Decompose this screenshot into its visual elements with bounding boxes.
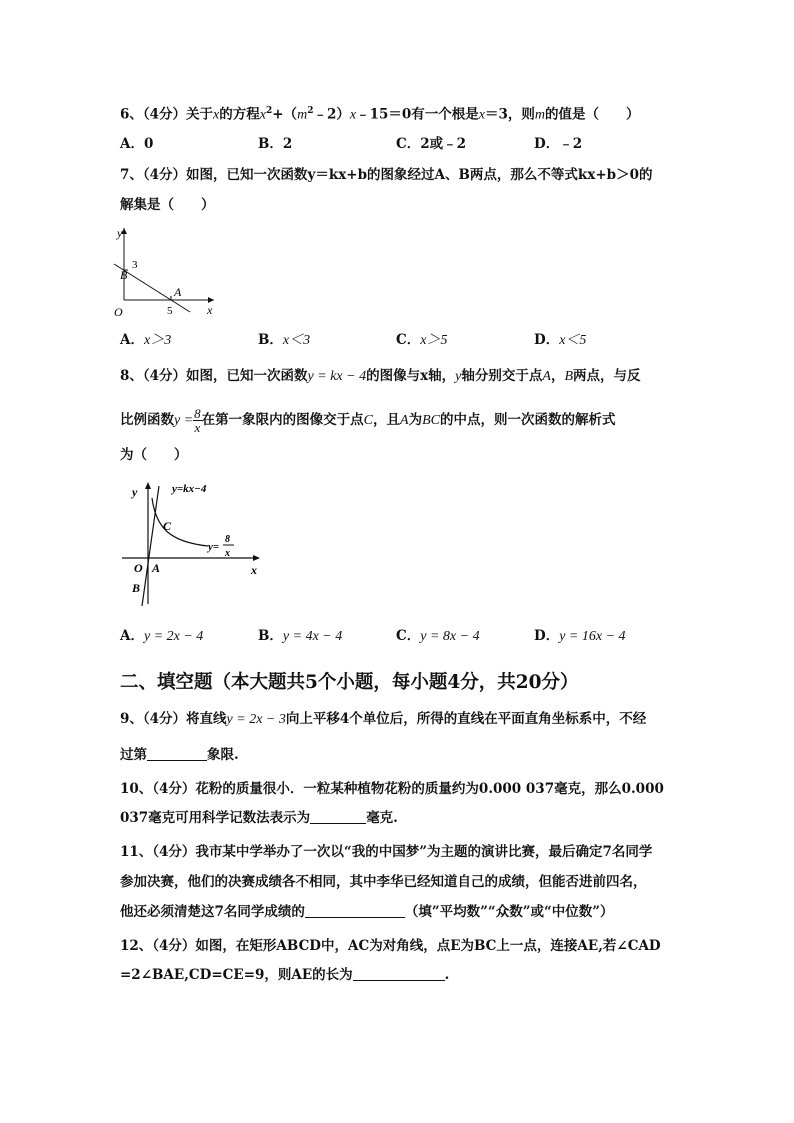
q8-point-b-label: B bbox=[132, 581, 141, 595]
q8-curve-label-num: 8 bbox=[225, 534, 230, 545]
q8-curve-label-den: x bbox=[225, 548, 230, 559]
q7-y-axis-label: y bbox=[117, 226, 123, 240]
q8-option-c: C．y = 8x − 4 bbox=[396, 628, 480, 644]
q8-curve-label-lhs: y= bbox=[208, 541, 220, 553]
q10-stem-line2: 037毫克可用科学记数法表示为 毫克. bbox=[120, 810, 398, 826]
q6-option-a: A．0 bbox=[120, 136, 154, 152]
q8-stem-line1: 8、（4分）如图，已知一次函数y = kx − 4的图像与x轴，y轴分别交于点A，B两点，与反 bbox=[120, 368, 641, 384]
q6-option-c: C．2或﹣2 bbox=[396, 136, 467, 152]
q8-option-a: A．y = 2x − 4 bbox=[120, 628, 204, 644]
q11-stem-line1: 11、（4分）我市某中学举办了一次以“我的中国梦”为主题的演讲比赛，最后确定7名同学 bbox=[120, 844, 653, 860]
q8-option-b: B．y = 4x − 4 bbox=[258, 628, 343, 644]
q6-stem: 6、（4分）关于x的方程$x^2+(m^2﹣2)x﹣15=0$有一个根是x＝3，则m的值是（ ） bbox=[120, 106, 640, 123]
q7-tick-3-label: 3 bbox=[132, 259, 138, 271]
q8-figure bbox=[118, 478, 266, 610]
q8-x-axis-label: x bbox=[251, 563, 257, 577]
q7-option-d: D．x＜5 bbox=[534, 332, 587, 348]
q12-answer-blank[interactable] bbox=[353, 966, 445, 981]
q7-point-b-label: B bbox=[120, 268, 128, 282]
q7-figure bbox=[112, 222, 222, 318]
q7-point-a-label: A bbox=[174, 285, 182, 299]
q7-option-c: C．x＞5 bbox=[396, 332, 448, 348]
q7-stem-line1: 7、（4分）如图，已知一次函数y＝kx+b的图象经过A、B两点，那么不等式kx+b＞0的 bbox=[120, 167, 653, 183]
q7-origin-label: O bbox=[114, 305, 123, 318]
q8-y-axis-label: y bbox=[132, 485, 138, 499]
q6-option-b: B．2 bbox=[258, 136, 293, 152]
q8-stem-line2: 比例函数y = $\frac{8}{x}$ 在第一象限内的图像交于点C，且A为BC的中点，则一次函数的解析式 bbox=[120, 406, 616, 435]
q9-stem-line1: 9、（4分）将直线y = 2x − 3向上平移4个单位后，所得的直线在平面直角坐标系中，不经 bbox=[120, 711, 647, 727]
q11-stem-line3: 他还必须清楚这7名同学成绩的 （填”平均数”“众数”或“中位数”） bbox=[120, 904, 614, 920]
q12-stem-line2: =2∠BAE,CD=CE=9，则AE的长为 . bbox=[120, 967, 450, 983]
q8-fraction-8-over-x: $\frac{8}{x}$ bbox=[194, 406, 201, 435]
q7-stem-line2: 解集是（ ） bbox=[120, 197, 215, 213]
q9-stem-line2: 过第 象限. bbox=[120, 747, 239, 763]
q11-stem-line2: 参加决赛，他们的决赛成绩各不相同，其中李华已经知道自己的成绩，但能否进前四名， bbox=[120, 874, 647, 890]
q8-origin-label: O bbox=[134, 561, 143, 575]
q8-point-a-label: A bbox=[152, 561, 161, 575]
section-heading: 二、填空题（本大题共5个小题，每小题4分，共20分） bbox=[120, 672, 579, 693]
q10-answer-blank[interactable] bbox=[310, 809, 366, 824]
q9-answer-blank[interactable] bbox=[147, 746, 207, 761]
q8-point-c-label: C bbox=[163, 519, 172, 533]
q10-stem-line1: 10、（4分）花粉的质量很小．一粒某种植物花粉的质量约为0.000 037毫克，那么0.000 bbox=[120, 781, 664, 797]
q7-option-b: B．x＜3 bbox=[258, 332, 311, 348]
q11-answer-blank[interactable] bbox=[305, 903, 405, 918]
q12-stem-line1: 12、（4分）如图，在矩形ABCD中，AC为对角线，点E为BC上一点，连接AE,若∠CAD bbox=[120, 938, 661, 954]
q7-option-a: A．x＞3 bbox=[120, 332, 172, 348]
q7-x-axis-label: x bbox=[207, 303, 213, 317]
q8-line-label: y=kx−4 bbox=[172, 483, 207, 495]
q8-option-d: D．y = 16x − 4 bbox=[534, 628, 626, 644]
q7-tick-5-label: 5 bbox=[167, 305, 173, 317]
q6-option-d: D．﹣2 bbox=[534, 136, 583, 152]
q8-stem-line3: 为（ ） bbox=[120, 447, 188, 463]
